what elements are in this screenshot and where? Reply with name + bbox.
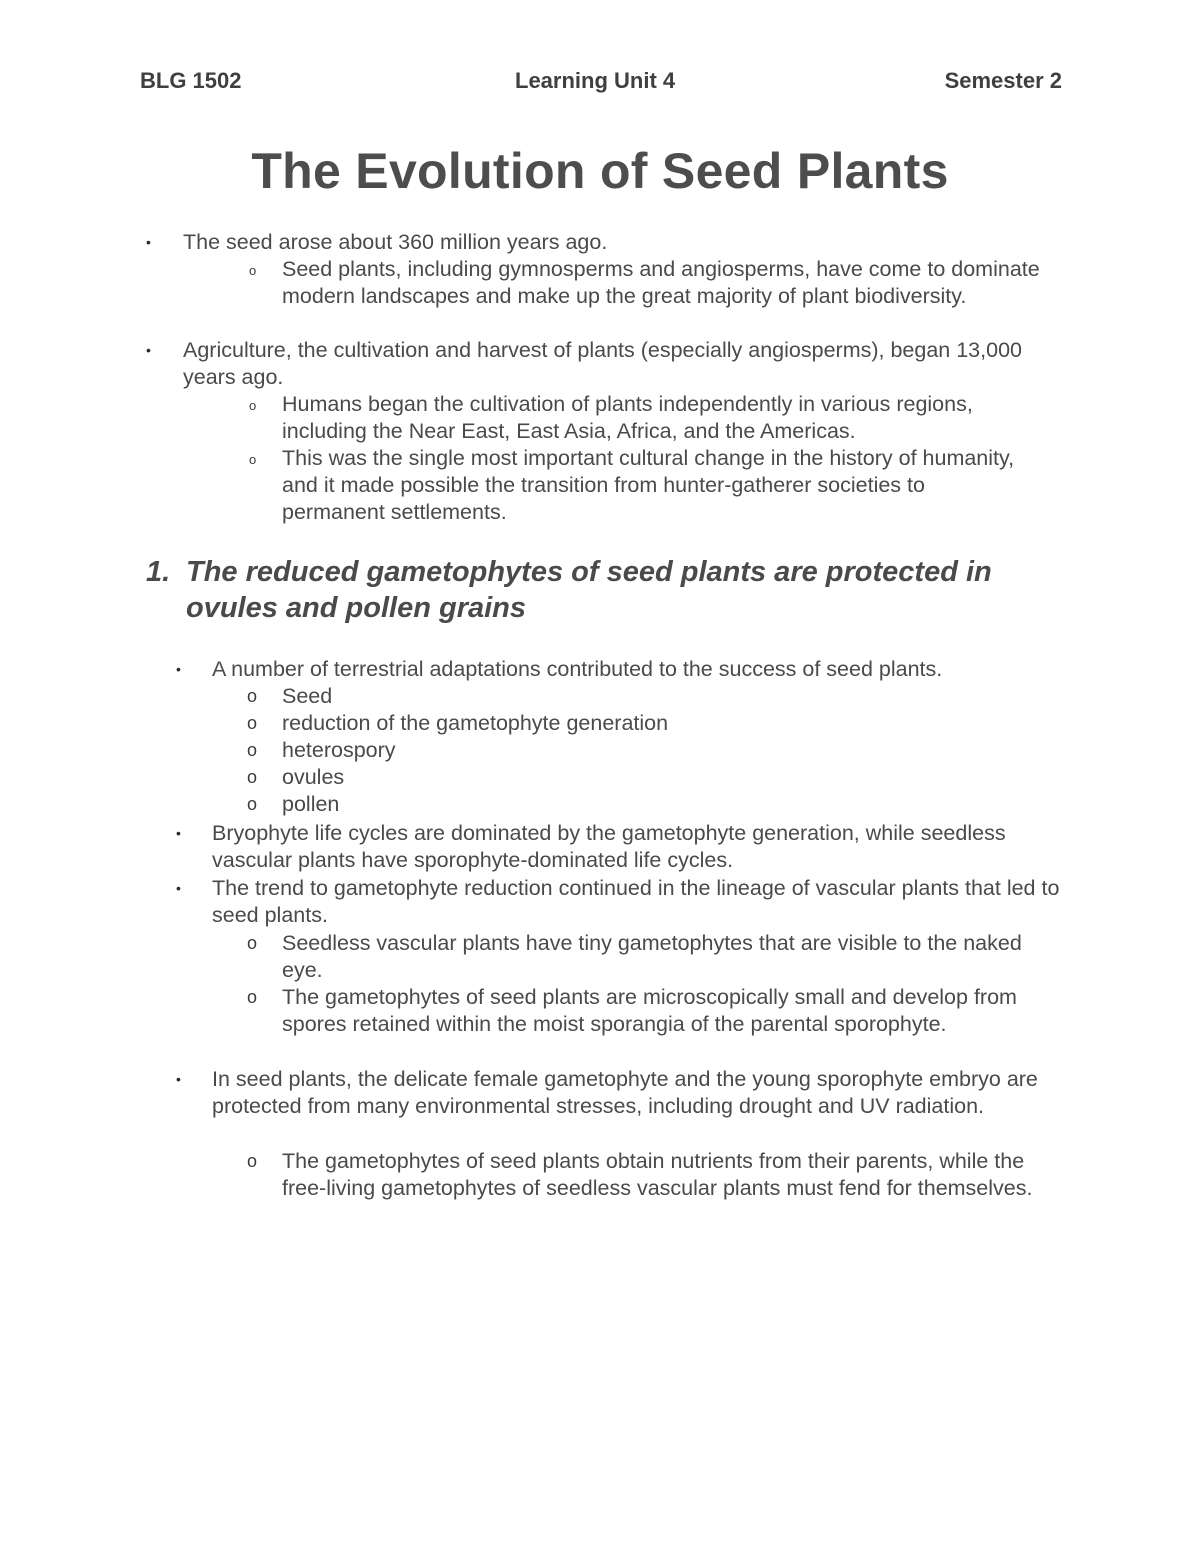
section-1-bullet-2: Bryophyte life cycles are dominated by the gametophyte generation, while seedless vascular plants have sporophyte-dominated life cycles. bbox=[212, 821, 1006, 872]
sub-bullet-marker: o bbox=[247, 740, 258, 760]
intro-bullet-1-sub-1: Seed plants, including gymnosperms and angiosperms, have come to dominate modern landscapes and make up the great majority of plant biodiversity. bbox=[282, 257, 1040, 308]
sub-bullet-marker: o bbox=[247, 1151, 258, 1171]
section-1-bullet-1-sub-2: reduction of the gametophyte generation bbox=[282, 711, 669, 735]
section-1-bullet-1-sub-5: pollen bbox=[282, 792, 340, 816]
section-number: 1. bbox=[146, 556, 171, 588]
section-1-bullet-4: In seed plants, the delicate female gametophyte and the young sporophyte embryo are protected from many environmental stresses, including drought and UV radiation. bbox=[212, 1067, 1038, 1118]
intro-bullet-2-sub-1: Humans began the cultivation of plants independently in various regions, including the Near East, East Asia, Africa, and the Americas. bbox=[282, 392, 973, 443]
page-title: The Evolution of Seed Plants bbox=[251, 143, 949, 199]
bullet-marker: • bbox=[146, 234, 151, 250]
bullet-marker: • bbox=[176, 661, 181, 677]
sub-bullet-marker: o bbox=[247, 794, 258, 814]
section-1-bullet-1-sub-1: Seed bbox=[282, 684, 333, 708]
sub-bullet-marker: o bbox=[249, 398, 257, 413]
section-1-bullet-1: A number of terrestrial adaptations contributed to the success of seed plants. bbox=[212, 657, 943, 681]
bullet-marker: • bbox=[146, 342, 151, 358]
section-1-bullet-1-sub-4: ovules bbox=[282, 765, 345, 789]
intro-bullet-2-sub-2: This was the single most important cultural change in the history of humanity, and it made possible the transition from hunter-gatherer societies to permanent settlements. bbox=[282, 446, 1015, 524]
section-1-bullet-1-sub-3: heterospory bbox=[282, 738, 396, 762]
bullet-marker: • bbox=[176, 1071, 181, 1087]
section-1-bullet-3-sub-2: The gametophytes of seed plants are microscopically small and develop from spores retained within the moist sporangia of the parental sporophyte. bbox=[282, 985, 1017, 1036]
section-title: The reduced gametophytes of seed plants are protected in ovules and pollen grains bbox=[186, 556, 992, 624]
learning-unit: Learning Unit 4 bbox=[515, 68, 676, 93]
sub-bullet-marker: o bbox=[249, 263, 257, 278]
sub-bullet-marker: o bbox=[249, 452, 257, 467]
intro-bullet-2: Agriculture, the cultivation and harvest of plants (especially angiosperms), began 13,000 years ago. bbox=[183, 338, 1022, 389]
page-header bbox=[140, 68, 1062, 102]
course-code: BLG 1502 bbox=[140, 68, 242, 93]
section-1-bullet-3-sub-1: Seedless vascular plants have tiny gametophytes that are visible to the naked eye. bbox=[282, 931, 1022, 982]
intro-bullet-1: The seed arose about 360 million years ago. bbox=[183, 230, 608, 254]
sub-bullet-marker: o bbox=[247, 767, 258, 787]
semester: Semester 2 bbox=[944, 68, 1062, 93]
sub-bullet-marker: o bbox=[247, 987, 258, 1007]
sub-bullet-marker: o bbox=[247, 686, 258, 706]
sub-bullet-marker: o bbox=[247, 933, 258, 953]
bullet-marker: • bbox=[176, 825, 181, 841]
bullet-marker: • bbox=[176, 880, 181, 896]
section-1-bullet-3: The trend to gametophyte reduction continued in the lineage of vascular plants that led to seed plants. bbox=[212, 876, 1060, 927]
section-1-bullet-4-sub-1: The gametophytes of seed plants obtain nutrients from their parents, while the free-living gametophytes of seedless vascular plants must fend for themselves. bbox=[282, 1149, 1033, 1200]
sub-bullet-marker: o bbox=[247, 713, 258, 733]
